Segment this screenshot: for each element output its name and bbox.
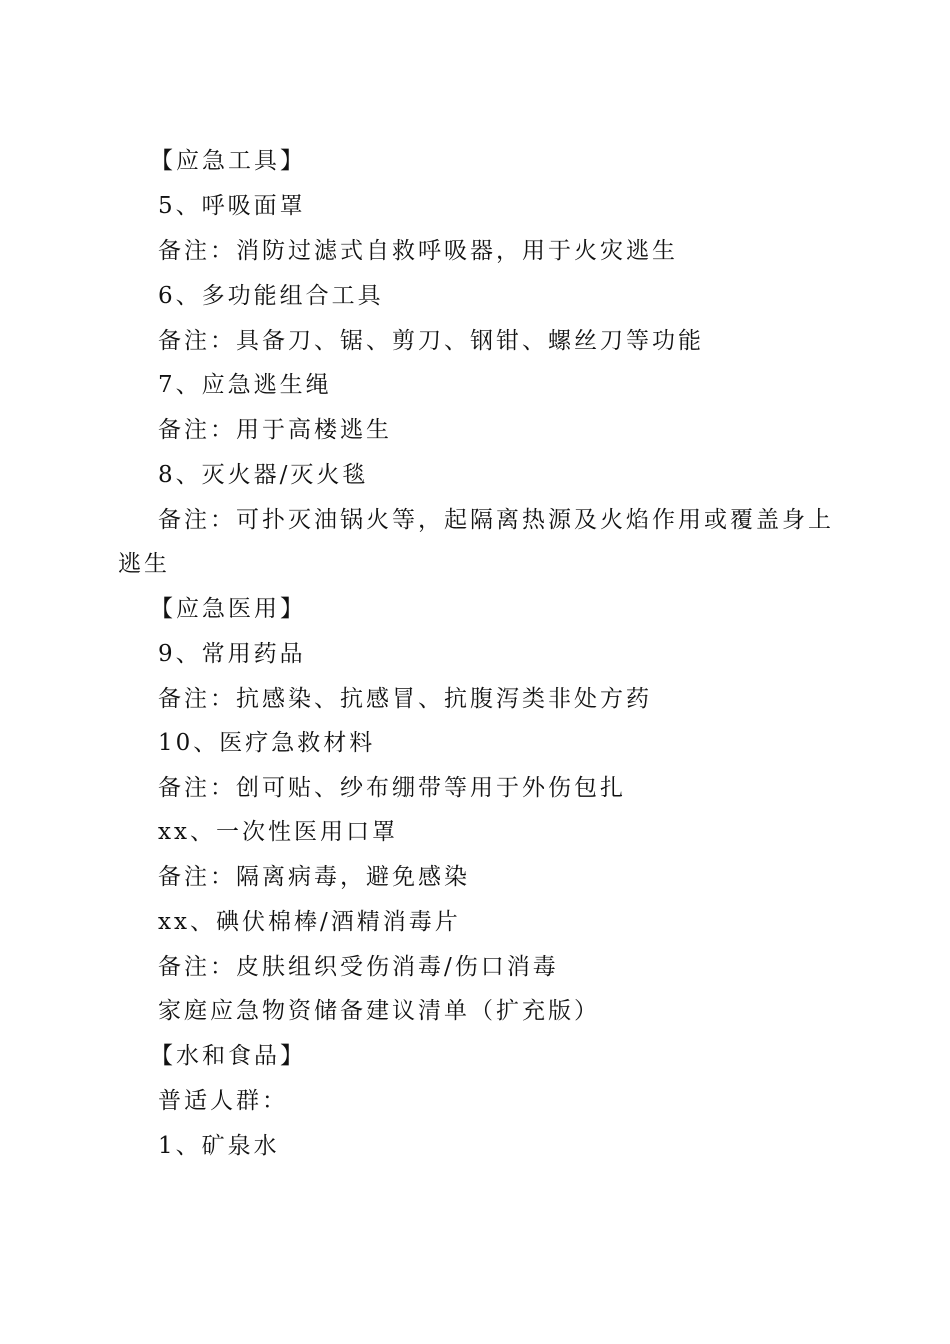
item-9-title: 9、常用药品	[158, 641, 306, 667]
item-10-title: 10、医疗急救材料	[158, 730, 376, 756]
item-6-note: 备注：具备刀、锯、剪刀、钢钳、螺丝刀等功能	[158, 328, 704, 354]
item-6-title: 6、多功能组合工具	[158, 283, 384, 309]
item-8-title: 8、灭火器/灭火毯	[158, 462, 369, 488]
item-xx-disinfect-title: xx、碘伏棉棒/酒精消毒片	[158, 909, 461, 935]
item-xx-mask-title: xx、一次性医用口罩	[158, 819, 398, 845]
item-5-note: 备注：消防过滤式自救呼吸器，用于火灾逃生	[158, 238, 678, 264]
item-8-note: 备注：可扑灭油锅火等，起隔离热源及火焰作用或覆盖身上	[158, 507, 834, 533]
document-subtitle: 家庭应急物资储备建议清单（扩充版）	[158, 998, 600, 1024]
item-1-title: 1、矿泉水	[158, 1133, 280, 1159]
group-general-population: 普适人群：	[158, 1088, 288, 1114]
item-8-note-continued: 逃生	[118, 551, 170, 577]
item-10-note: 备注：创可贴、纱布绷带等用于外伤包扎	[158, 775, 626, 801]
section-heading-emergency-tools: 【应急工具】	[150, 148, 306, 174]
item-7-note: 备注：用于高楼逃生	[158, 417, 392, 443]
section-heading-water-food: 【水和食品】	[150, 1043, 306, 1069]
item-xx-mask-note: 备注：隔离病毒，避免感染	[158, 864, 470, 890]
item-xx-disinfect-note: 备注：皮肤组织受伤消毒/伤口消毒	[158, 954, 559, 980]
item-5-title: 5、呼吸面罩	[158, 193, 306, 219]
item-7-title: 7、应急逃生绳	[158, 372, 332, 398]
item-9-note: 备注：抗感染、抗感冒、抗腹泻类非处方药	[158, 686, 652, 712]
section-heading-emergency-medical: 【应急医用】	[150, 596, 306, 622]
